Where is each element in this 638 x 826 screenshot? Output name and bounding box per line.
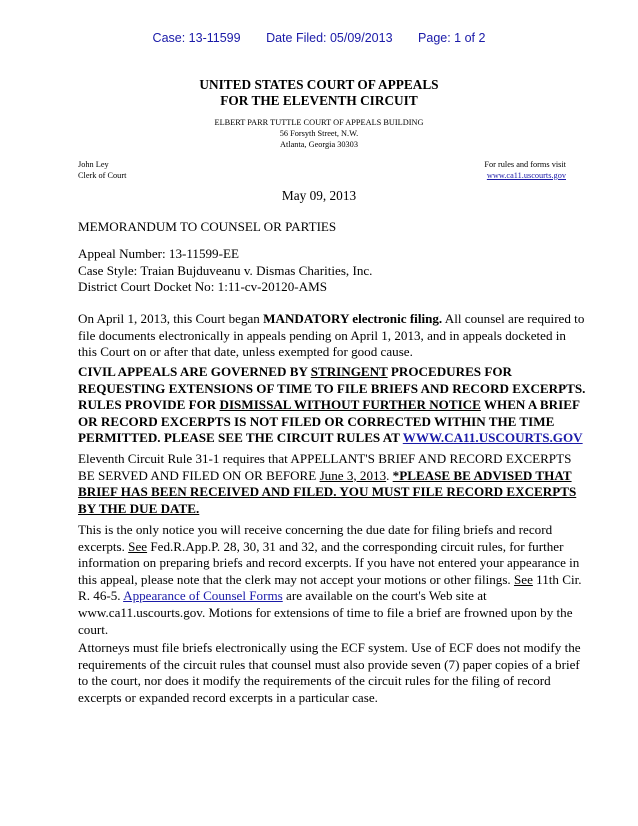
court-address: ELBERT PARR TUTTLE COURT OF APPEALS BUILDING 56 Forsyth Street, N.W. Atlanta, Georgia 30303 (214, 118, 424, 149)
case-number: Case: 13-11599 (152, 31, 241, 45)
clerk-name: John Ley (78, 160, 109, 169)
clerk-block (78, 159, 126, 181)
rules-note: For rules and forms visit (484, 160, 566, 169)
date-filed: Date Filed: 05/09/2013 (266, 31, 393, 45)
rules-block (484, 159, 566, 181)
court-letterhead (0, 77, 638, 150)
court-name: UNITED STATES COURT OF APPEALS FOR THE ELEVENTH CIRCUIT (199, 77, 439, 108)
appeal-number: Appeal Number: 13-11599-EE (78, 246, 239, 261)
page-indicator: Page: 1 of 2 (418, 31, 486, 45)
filing-stamp (0, 31, 638, 45)
circuit-rules-link[interactable]: WWW.CA11.USCOURTS.GOV (402, 430, 583, 446)
paragraph-rule-31-1: Eleventh Circuit Rule 31-1 requires that APPELLANT'S BRIEF AND RECORD EXCERPTS BE SERVED AND FILED ON OR BEFORE June 3, 2013. *PLEASE BE ADVISED THAT BRIEF HAS BEEN RECEIVED AND FILED. YOU MUST FILE RECORD EXCERPTS BY THE DUE DATE. (78, 451, 577, 516)
case-style: Case Style: Traian Bujduveanu v. Dismas Charities, Inc. (78, 262, 373, 278)
memo-date: May 09, 2013 (281, 188, 357, 203)
paragraph-electronic-filing: On April 1, 2013, this Court began MANDATORY electronic filing. All counsel are required to file documents electronically in appeals pending on April 1, 2013, and in appeals docketed in this Court on or after that date, unless exempted for good cause. (78, 311, 585, 360)
rules-link[interactable]: www.ca11.uscourts.gov (486, 171, 566, 180)
clerk-title: Clerk of Court (78, 171, 127, 180)
paragraph-civil-appeals: CIVIL APPEALS ARE GOVERNED BY STRINGENT PROCEDURES FOR REQUESTING EXTENSIONS OF TIME TO FILE BRIEFS AND RECORD EXCERPTS. RULES PROVIDE FOR DISMISSAL WITHOUT FURTHER NOTICE WHEN A BRIEF OR RECORD EXCERPTS IS NOT FILED OR CORRECTED WITHIN THE TIME PERMITTED. PLEASE SEE THE CIRCUIT RULES AT WWW.CA11.USCOURTS.GOV (78, 364, 586, 446)
case-info (78, 246, 568, 296)
appearance-forms-link[interactable]: Appearance of Counsel Forms (123, 588, 283, 604)
paragraph-ecf: Attorneys must file briefs electronically using the ECF system. Use of ECF does not modify the requirements of the circuit rules that counsel must also provide seven (7) paper copies of a brief to the court, nor does it modify the requirements of the circuit rules for the filing of record excerpts or expanded record excerpts in a particular case. (78, 640, 581, 705)
paragraph-notice: This is the only notice you will receive concerning the due date for filing briefs and record excerpts. See Fed.R.App.P. 28, 30, 31 and 32, and the corresponding circuit rules, for further information on preparing briefs and record excerpts. If you have not entered your appearance in this appeal, please note that the clerk may not accept your motions or other filings. See 11th Cir. R. 46-5. Appearance of Counsel Forms are available on the court's Web site at www.ca11.uscourts.gov. Motions for extensions of time to file a brief are frowned upon by the court. (78, 522, 582, 637)
memo-heading: MEMORANDUM TO COUNSEL OR PARTIES (78, 219, 337, 234)
district-docket: District Court Docket No: 1:11-cv-20120-AMS (78, 279, 327, 295)
